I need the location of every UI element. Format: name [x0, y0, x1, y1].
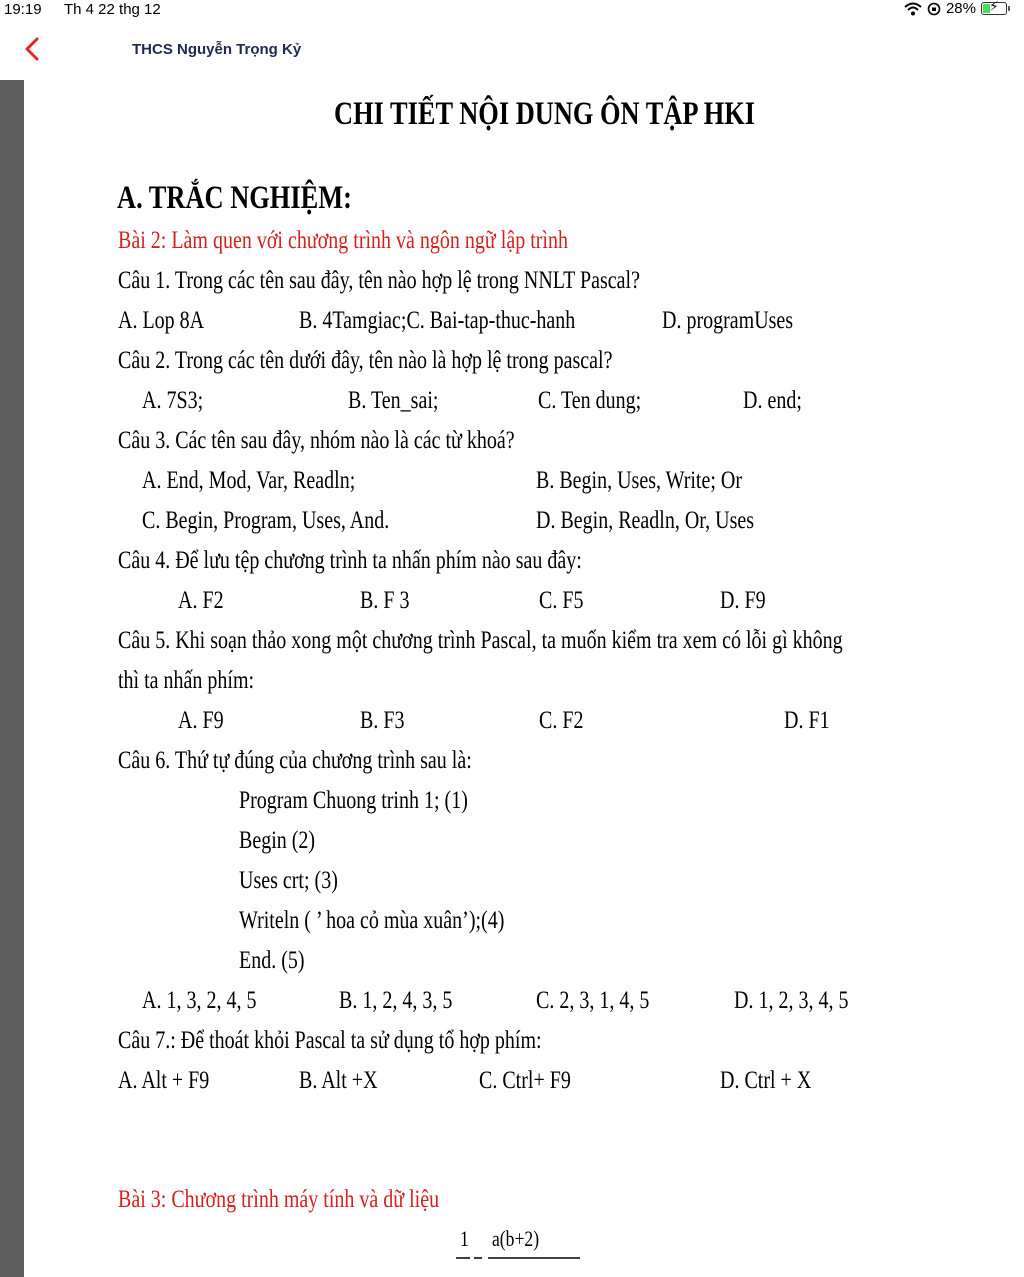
question-text: Câu 7.: Để thoát khỏi Pascal ta sử dụng tổ hợp phím:	[118, 1027, 542, 1054]
document-viewer[interactable]	[0, 80, 1024, 1277]
answer-option: D. 1, 2, 3, 4, 5	[734, 987, 849, 1014]
battery-charging-icon: ⚡	[981, 2, 1007, 15]
answer-option: C. F2	[539, 707, 584, 734]
answer-option: B. F3	[360, 707, 405, 734]
formula-numerator: a(b+2)	[492, 1226, 540, 1251]
battery-percent: 28%	[945, 0, 976, 17]
answer-option: A. 7S3;	[142, 387, 204, 414]
code-line: Writeln ( ’ hoa cỏ mùa xuân’);(4)	[239, 907, 505, 934]
section-heading: A. TRẮC NGHIỆM:	[117, 180, 352, 216]
question-text: Câu 1. Trong các tên sau đây, tên nào hợp lệ trong NNLT Pascal?	[118, 267, 640, 294]
code-line: Uses crt; (3)	[239, 867, 338, 894]
nav-title: THCS Nguyễn Trọng Kỷ	[132, 41, 302, 58]
answer-option: D. Begin, Readln, Or, Uses	[536, 507, 755, 534]
answer-option: A. F2	[178, 587, 224, 614]
battery-cap	[1008, 6, 1010, 11]
formula-numerator: 1	[460, 1226, 469, 1251]
document-title: CHI TIẾT NỘI DUNG ÔN TẬP HKI	[334, 96, 756, 132]
answer-option: A. F9	[178, 707, 224, 734]
answer-option: C. 2, 3, 1, 4, 5	[536, 987, 650, 1014]
screen-lock-icon	[927, 2, 941, 16]
lesson-heading: Bài 3: Chương trình máy tính và dữ liệu	[118, 1186, 440, 1213]
question-text: Câu 6. Thứ tự đúng của chương trình sau là:	[118, 747, 472, 774]
question-text: Câu 2. Trong các tên dưới đây, tên nào là hợp lệ trong pascal?	[118, 347, 613, 374]
answer-option: A. 1, 3, 2, 4, 5	[142, 987, 257, 1014]
chevron-left-icon	[18, 34, 48, 64]
answer-option: A. Lop 8A	[118, 307, 205, 334]
code-line: Begin (2)	[239, 827, 316, 854]
answer-option: C. Begin, Program, Uses, And.	[142, 507, 390, 534]
answer-option: D. end;	[743, 387, 802, 414]
code-line: End. (5)	[239, 947, 305, 974]
wifi-icon	[904, 2, 922, 16]
answer-option: C. Ctrl+ F9	[479, 1067, 571, 1094]
answer-option: B. Alt +X	[299, 1067, 378, 1094]
answer-option: A. End, Mod, Var, Readln;	[142, 467, 356, 494]
answer-option: D. F1	[784, 707, 830, 734]
status-date: Th 4 22 thg 12	[64, 1, 161, 18]
answer-option: C. Ten dung;	[538, 387, 642, 414]
lesson-heading: Bài 2: Làm quen với chương trình và ngôn ngữ lập trình	[118, 227, 568, 254]
answer-option: C. F5	[539, 587, 584, 614]
answer-option: B. F 3	[360, 587, 410, 614]
question-text: Câu 3. Các tên sau đây, nhóm nào là các từ khoá?	[118, 427, 515, 454]
nav-bar	[0, 22, 1024, 80]
status-icons	[904, 0, 1010, 17]
status-bar	[0, 0, 1024, 22]
answer-option: B. 1, 2, 4, 3, 5	[339, 987, 453, 1014]
question-text: thì ta nhấn phím:	[118, 667, 255, 694]
question-text: Câu 5. Khi soạn thảo xong một chương trình Pascal, ta muốn kiểm tra xem có lỗi gì không	[118, 627, 843, 654]
document-content	[24, 80, 1024, 1277]
answer-option: D. programUses	[662, 307, 794, 334]
answer-option: D. Ctrl + X	[720, 1067, 812, 1094]
status-time: 19:19	[4, 1, 42, 18]
answer-option: B. Begin, Uses, Write; Or	[536, 467, 743, 494]
answer-option: B. 4Tamgiac;C. Bai-tap-thuc-hanh	[299, 307, 576, 334]
code-line: Program Chuong trinh 1; (1)	[239, 787, 468, 814]
back-button[interactable]	[18, 34, 48, 64]
answer-option: A. Alt + F9	[118, 1067, 210, 1094]
answer-option: B. Ten_sai;	[348, 387, 439, 414]
fraction-bar	[454, 1254, 584, 1264]
question-text: Câu 4. Để lưu tệp chương trình ta nhấn phím nào sau đây:	[118, 547, 582, 574]
document-page	[24, 80, 1024, 1277]
answer-option: D. F9	[720, 587, 766, 614]
